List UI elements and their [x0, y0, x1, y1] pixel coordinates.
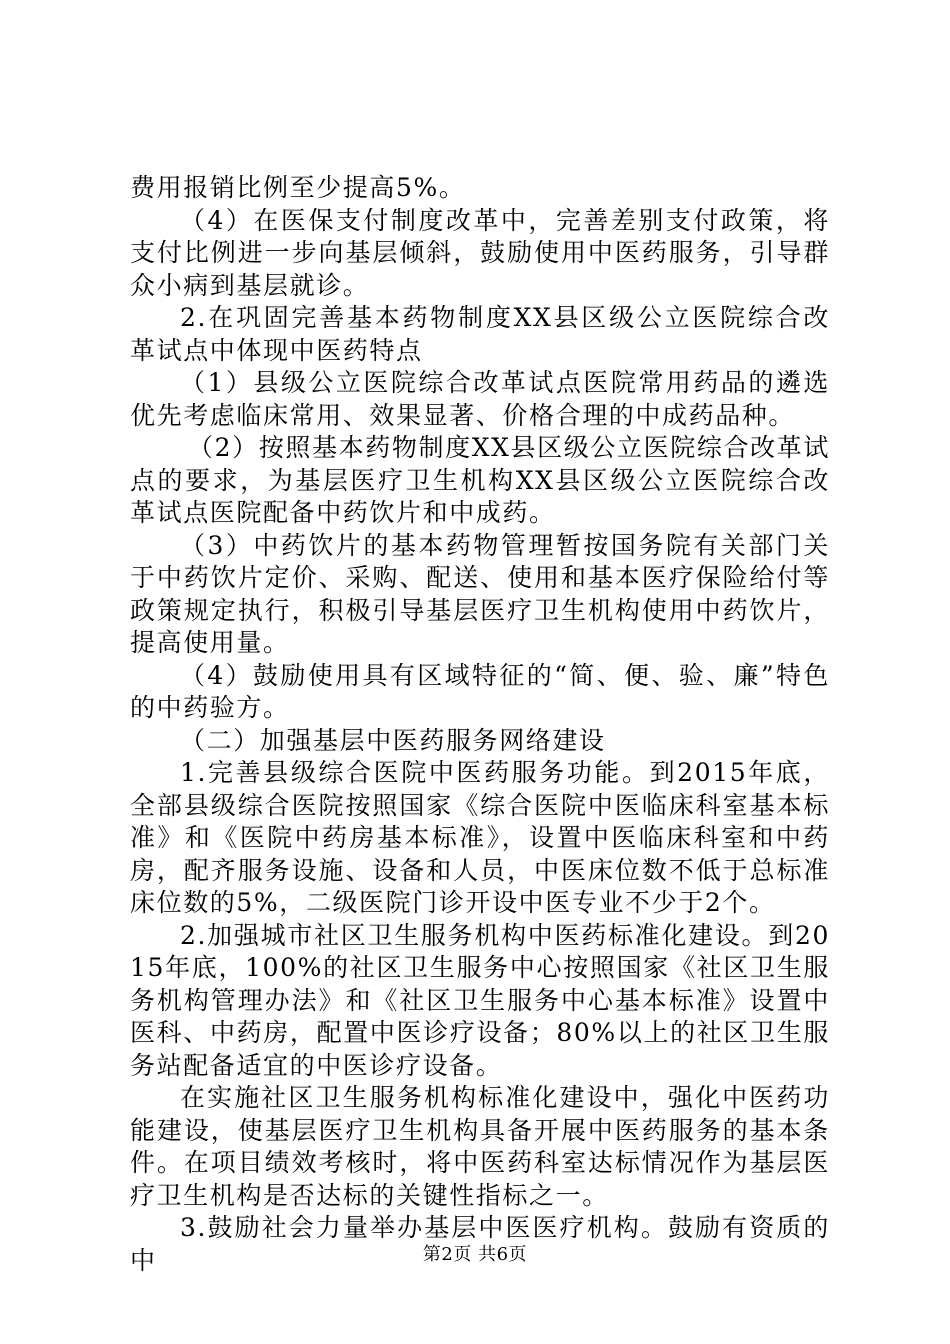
paragraph-2: （4）在医保支付制度改革中，完善差别支付政策，将支付比例进一步向基层倾斜，鼓励使用中医药服务，引导群众小病到基层就诊。 [130, 205, 830, 300]
paragraph-1: 费用报销比例至少提高5%。 [130, 173, 466, 202]
paragraph-7: （4）鼓励使用具有区域特征的“简、便、验、廉”特色的中药验方。 [130, 660, 830, 722]
paragraph-6: （3）中药饮片的基本药物管理暂按国务院有关部门关于中药饮片定价、采购、配送、使用和基本医疗保险给付等政策规定执行，积极引导基层医疗卫生机构使用中药饮片，提高使用量。 [130, 530, 830, 657]
paragraph-9: 1.完善县级综合医院中医药服务功能。到2015年底，全部县级综合医院按照国家《综合医院中医临床科室基本标准》和《医院中药房基本标准》，设置中医临床科室和中药房，配齐服务设施、设备和人员，中医床位数不低于总标准床位数的5%，二级医院门诊开设中医专业不少于2个。 [130, 758, 830, 917]
paragraph-3: 2.在巩固完善基本药物制度XX县区级公立医院综合改革试点中体现中医药特点 [130, 303, 830, 365]
section-heading: （二）加强基层中医药服务网络建设 [180, 725, 606, 755]
paragraph-4: （1）县级公立医院综合改革试点医院常用药品的遴选优先考虑临床常用、效果显著、价格合理的中成药品种。 [130, 368, 830, 430]
paragraph-5: （2）按照基本药物制度XX县区级公立医院综合改革试点的要求，为基层医疗卫生机构XX县区级公立医院综合改革试点医院配备中药饮片和中成药。 [130, 433, 830, 527]
paragraph-12: 3.鼓励社会力量举办基层中医医疗机构。鼓励有资质的中 [130, 1213, 830, 1275]
paragraph-10: 2.加强城市社区卫生服务机构中医药标准化建设。到2015年底，100%的社区卫生服务中心按照国家《社区卫生服务机构管理办法》和《社区卫生服务中心基本标准》设置中医科、中药房，配置中医诊疗设备；80%以上的社区卫生服务站配备适宜的中医诊疗设备。 [130, 920, 830, 1080]
page-footer: 第2页 共6页 [422, 1244, 528, 1265]
paragraph-11: 在实施社区卫生服务机构标准化建设中，强化中医药功能建设，使基层医疗卫生机构具备开展中医药服务的基本条件。在项目绩效考核时，将中医药科室达标情况作为基层医疗卫生机构是否达标的关键性指标之一。 [130, 1083, 830, 1210]
document-body [130, 172, 830, 1277]
